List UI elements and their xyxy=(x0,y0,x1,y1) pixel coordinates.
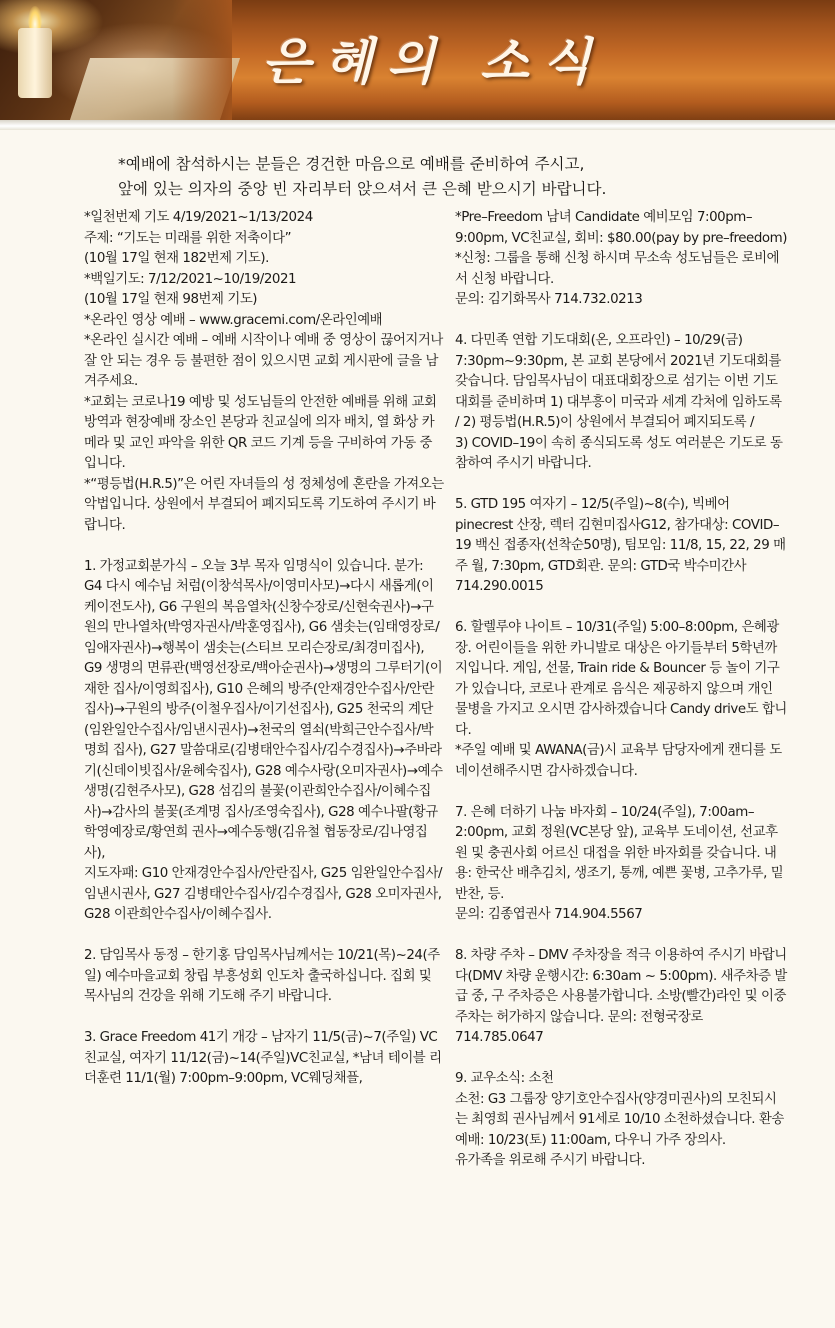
announcement-line: *백일기도: 7/12/2021~10/19/2021 xyxy=(84,271,297,287)
announcement-item-4: 4. 다민족 연합 기도대회(온, 오프라인) – 10/29(금) 7:30pm~9:30pm, 본 교회 본당에서 2021년 기도대회를 갖습니다. 담임목사님이 대표대회장으로 섬기는 이번 기도대회를 준비하며 1) 대부흥이 미국과 세계 각처에 임하도록 / 2) 평등법(H.R.5)이 상원에서 부결되어 폐지되도록 / xyxy=(455,333,782,430)
announcement-line: (10월 17일 현재 182번제 기도). xyxy=(84,251,269,266)
header-banner xyxy=(0,0,835,120)
announcement-paragraph: 유가족을 위로해 주시기 바랍니다. xyxy=(455,1153,646,1168)
candle-bible-photo xyxy=(0,0,232,120)
announcement-line: (10월 17일 현재 98번제 기도) xyxy=(84,292,258,307)
header-divider xyxy=(0,120,835,130)
announcement-item-1: 1. 가정교회분가식 – 오늘 3부 목자 임명식이 있습니다. 분가: G4 다시 예수님 처럼(이창석목사/이영미사모)→다시 새롭게(이케이전도사), G6 구원의 복음열차(신창수장로/신현숙권사)→구원의 만나열차(박영자권사/박훈영집사), G6 샘솟는(임태영장로/임애자권사)→행복이 샘솟는(스티브 모리슨장로/최경미집사), G9 생명의 면류관(백영선장로/백아순권사)→생명의 그루터기(이재한 집사/이영희집사), G10 은혜의 방주(안재경안수집사/안란집사)→구원의 방주(이철우집사/이기선집사), G25 천국의 계단(임완일안수집사/임낸시권사)→천국의 열쇠(박희근안수집사/박명희 집사), G27 말씀대로(김병태안수집사/김수경집사)→주바라기(신데이빗집사/윤혜숙집사), G28 예수사랑(오미자권사)→예수생명(김현주사모), G28 섬김의 불꽃(이관희안수집사/이혜수집사)→감사의 불꽃(조계명 집사/조영숙집사), G28 예수나팔(황규학영예장로/황연희 권사→예수동행(김유철 협동장로/김나영집사), xyxy=(84,558,443,861)
announcement-item-9: 9. 교우소식: 소천 xyxy=(455,1071,554,1086)
announcement-paragraph: *Pre–Freedom 남녀 Candidate 예비모임 7:00pm–9:00pm, VC친교실, 회비: $80.00(pay by pre–freedom) *신청: 그룹을 통해 신청 하시며 무소속 성도님들은 로비에서 신청 바랍니다. xyxy=(455,210,787,287)
page-title: 은혜의 소식 xyxy=(262,32,605,91)
announcement-item-6: 6. 할렐루야 나이트 – 10/31(주일) 5:00–8:00pm, 은혜광장. 어린이들을 위한 카니발로 대상은 아기들부터 5학년까지입니다. 게임, 선물, Train ride & Bouncer 등 놀이 기구가 있습니다, 코로나 관계로 음식은 제공하지 않으며 개인 물병을 가지고 오시면 감사하겠습니다 Candy drive도 합니다. xyxy=(455,620,787,738)
announcement-item-2: 2. 담임목사 동정 – 한기홍 담임목사님께서는 10/21(목)~24(주일) 예수마을교회 창립 부흥성회 인도차 출국하십니다. 집회 및 목사님의 건강을 위해 기도해 주기 바랍니다. xyxy=(84,948,440,1004)
announcement-item-5: 5. GTD 195 여자기 – 12/5(주일)~8(수), 빅베어 pinecrest 산장, 렉터 김현미집사G12, 참가대상: COVID–19 백신 접종자(선착순50명), 팀모임: 11/8, 15, 22, 29 매주 월, 7:30pm, GTD회관. 문의: GTD국 박수미간사 714.290.0015 xyxy=(455,497,786,594)
announcement-item-3: 3. Grace Freedom 41기 개강 – 남자기 11/5(금)~7(주일) VC친교실, 여자기 11/12(금)~14(주일)VC친교실, *남녀 테이블 리더훈련 11/1(월) 7:00pm–9:00pm, VC웨딩채플, xyxy=(84,1030,442,1086)
intro-notice xyxy=(118,152,818,202)
announcement-paragraph: 소천: G3 그룹장 양기호안수집사(양경미권사)의 모친되시는 최영희 권사님께서 91세로 10/10 소천하셨습니다. 환송예배: 10/23(토) 11:00am, 다우니 가주 장의사. xyxy=(455,1091,784,1148)
announcement-paragraph: *“평등법(H.R.5)”은 어린 자녀들의 성 정체성에 혼란을 가져오는 악법입니다. 상원에서 부결되어 폐지되도록 기도하여 주시기 바랍니다. xyxy=(84,476,444,533)
contact-line: 문의: 김종엽권사 714.904.5567 xyxy=(455,907,643,922)
candle-icon xyxy=(18,28,52,98)
announcement-line: *일천번제 기도 4/19/2021~1/13/2024 xyxy=(84,210,313,225)
announcement-paragraph: *온라인 실시간 예배 – 예배 시작이나 예배 중 영상이 끊어지거나 잘 안 되는 경우 등 불편한 점이 있으시면 교회 게시판에 글을 남겨주세요. xyxy=(84,333,443,389)
intro-line: *예배에 참석하시는 분들은 경건한 마음으로 예배를 준비하여 주시고, xyxy=(118,155,585,173)
intro-line: 앞에 있는 의자의 중앙 빈 자리부터 앉으셔서 큰 은혜 받으시기 바랍니다. xyxy=(118,180,607,198)
announcement-paragraph: 3) COVID–19이 속히 종식되도록 성도 여러분은 기도로 동참하여 주시기 바랍니다. xyxy=(455,435,783,471)
announcement-item-8: 8. 차량 주차 – DMV 주차장을 적극 이용하여 주시기 바랍니다(DMV 차량 운행시간: 6:30am ~ 5:00pm). 새주차증 발급 중, 구 주차증은 사용불가합니다. 소방(빨간)라인 및 이중주차는 허가하지 않습니다. 문의: 전형국장로 714.785.0647 xyxy=(455,948,787,1045)
contact-line: 문의: 김기화목사 714.732.0213 xyxy=(455,292,643,307)
right-column xyxy=(455,208,787,1172)
announcement-paragraph: *교회는 코로나19 예방 및 성도님들의 안전한 예배를 위해 교회 방역과 현장예배 장소인 본당과 친교실에 의자 배치, 열 화상 카메라 및 교인 파악을 위한 QR 코드 기계 등을 구비하여 가동 중 입니다. xyxy=(84,394,437,471)
announcement-line: 주제: “기도는 미래를 위한 저축이다” xyxy=(84,230,292,246)
announcement-line: *온라인 영상 예배 – www.gracemi.com/온라인예배 xyxy=(84,312,383,328)
left-column xyxy=(84,208,444,1090)
announcement-paragraph: 지도자패: G10 안재경안수집사/안란집사, G25 임완일안수집사/임낸시권사, G27 김병태안수집사/김수경집사, G28 오미자권사, G28 이관희안수집사/이혜수집사. xyxy=(84,866,443,922)
announcement-item-7: 7. 은혜 더하기 나눔 바자회 – 10/24(주일), 7:00am–2:00pm, 교회 정원(VC본당 앞), 교육부 도네이션, 선교후원 및 충권사회 어르신 대접을 위한 바자회를 갖습니다. 내용: 한국산 배추김치, 생조기, 통깨, 예쁜 꽃병, 고추가루, 밑반찬, 등. xyxy=(455,804,784,902)
announcement-paragraph: *주일 예배 및 AWANA(금)시 교육부 담당자에게 캔디를 도네이션해주시면 감사하겠습니다. xyxy=(455,743,782,779)
